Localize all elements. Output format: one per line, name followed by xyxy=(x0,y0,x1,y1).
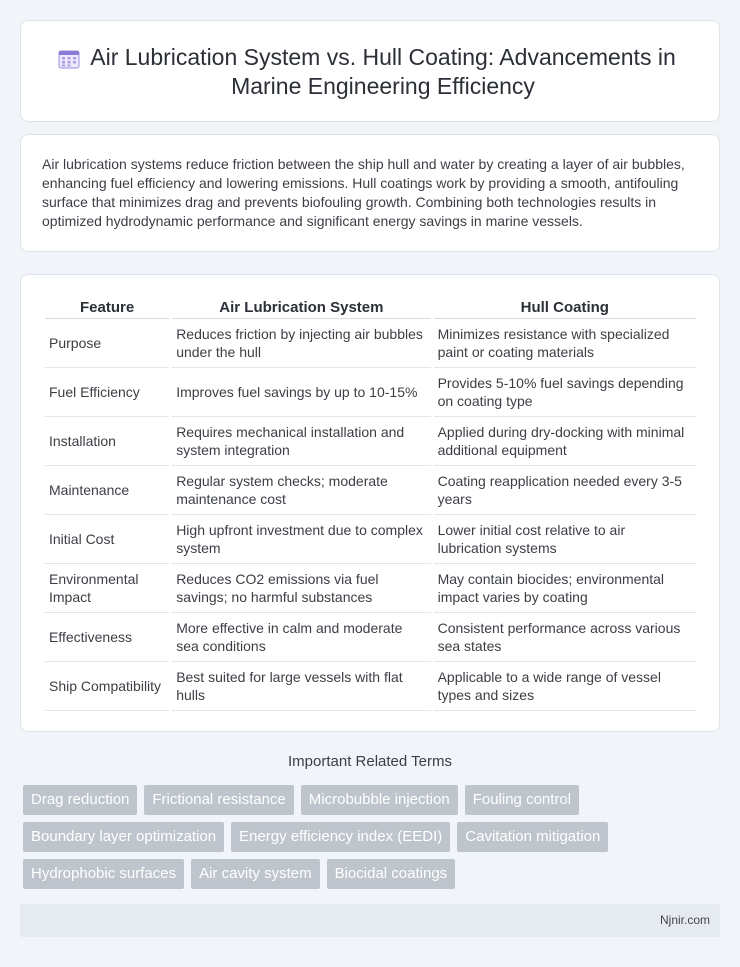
row-feature: Maintenance xyxy=(45,466,169,515)
tag-frictional-resistance[interactable]: Frictional resistance xyxy=(144,785,293,815)
table-row xyxy=(45,466,696,515)
row-hull-value: Minimizes resistance with specialized paint or coating materials xyxy=(434,319,696,368)
row-hull-value: Applicable to a wide range of vessel types and sizes xyxy=(434,662,696,711)
tag-row xyxy=(23,859,703,889)
row-feature: Installation xyxy=(45,417,169,466)
table-row xyxy=(45,319,696,368)
tag-hydrophobic-surfaces[interactable]: Hydrophobic surfaces xyxy=(23,859,184,889)
row-air-value: Best suited for large vessels with flat hulls xyxy=(172,662,430,711)
row-feature: Effectiveness xyxy=(45,613,169,662)
row-hull-value: May contain biocides; environmental impact varies by coating xyxy=(434,564,696,613)
header-hull-coating: Hull Coating xyxy=(434,297,696,319)
table-row xyxy=(45,662,696,711)
row-hull-value: Coating reapplication needed every 3-5 years xyxy=(434,466,696,515)
row-feature: Purpose xyxy=(45,319,169,368)
table-row xyxy=(45,368,696,417)
tag-cavitation-mitigation[interactable]: Cavitation mitigation xyxy=(457,822,608,852)
row-feature: Initial Cost xyxy=(45,515,169,564)
row-air-value: More effective in calm and moderate sea conditions xyxy=(172,613,430,662)
comparison-card xyxy=(20,274,720,732)
tag-drag-reduction[interactable]: Drag reduction xyxy=(23,785,137,815)
related-terms-list xyxy=(23,785,703,896)
title-card xyxy=(20,20,720,122)
header-air-lubrication: Air Lubrication System xyxy=(172,297,430,319)
row-air-value: Reduces friction by injecting air bubbles under the hull xyxy=(172,319,430,368)
tag-microbubble-injection[interactable]: Microbubble injection xyxy=(301,785,458,815)
intro-paragraph: Air lubrication systems reduce friction between the ship hull and water by creating a layer of air bubbles, enhancing fuel efficiency and lowering emissions. Hull coatings work by providing a smooth, antifouling surface that minimizes drag and prevents biofouling growth. Combining both technologies results in optimized hydrodynamic performance and significant energy savings in marine vessels. xyxy=(42,156,685,229)
tag-row xyxy=(23,785,703,815)
tag-boundary-layer-optimization[interactable]: Boundary layer optimization xyxy=(23,822,224,852)
row-feature: Ship Compatibility xyxy=(45,662,169,711)
row-feature: Fuel Efficiency xyxy=(45,368,169,417)
row-hull-value: Consistent performance across various sea states xyxy=(434,613,696,662)
tag-air-cavity-system[interactable]: Air cavity system xyxy=(191,859,320,889)
row-air-value: Improves fuel savings by up to 10-15% xyxy=(172,368,430,417)
page-title: Air Lubrication System vs. Hull Coating: Advancements in Marine Engineering Efficiency xyxy=(90,44,676,99)
table-header-row xyxy=(45,297,696,319)
intro-card xyxy=(20,134,720,252)
table-row xyxy=(45,515,696,564)
tag-energy-efficiency-index[interactable]: Energy efficiency index (EEDI) xyxy=(231,822,450,852)
row-air-value: Regular system checks; moderate maintenance cost xyxy=(172,466,430,515)
row-air-value: Requires mechanical installation and system integration xyxy=(172,417,430,466)
row-hull-value: Provides 5-10% fuel savings depending on coating type xyxy=(434,368,696,417)
header-feature: Feature xyxy=(45,297,169,319)
row-hull-value: Applied during dry-docking with minimal additional equipment xyxy=(434,417,696,466)
row-air-value: High upfront investment due to complex system xyxy=(172,515,430,564)
table-row xyxy=(45,564,696,613)
row-feature: Environmental Impact xyxy=(45,564,169,613)
footer-site[interactable]: Njnir.com xyxy=(659,913,710,927)
row-hull-value: Lower initial cost relative to air lubrication systems xyxy=(434,515,696,564)
related-terms-heading: Important Related Terms xyxy=(288,753,452,770)
tag-row xyxy=(23,822,703,852)
table-row xyxy=(45,417,696,466)
tag-biocidal-coatings[interactable]: Biocidal coatings xyxy=(327,859,456,889)
table-row xyxy=(45,613,696,662)
tag-fouling-control[interactable]: Fouling control xyxy=(465,785,579,815)
comparison-table xyxy=(42,297,699,711)
row-air-value: Reduces CO2 emissions via fuel savings; no harmful substances xyxy=(172,564,430,613)
footer xyxy=(20,904,720,937)
